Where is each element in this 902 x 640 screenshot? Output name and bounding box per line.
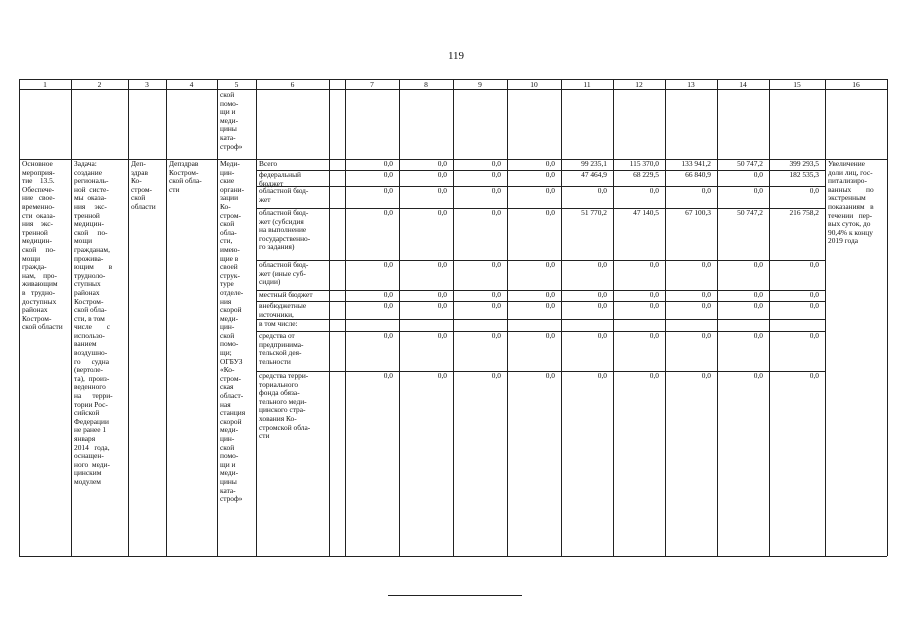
funding-value: 0,0: [701, 331, 711, 340]
funding-value: 0,0: [753, 371, 763, 380]
funding-source-label: Всего: [259, 159, 278, 168]
funding-value: 0,0: [491, 371, 501, 380]
funding-value: 0,0: [383, 170, 393, 179]
column-divider: [329, 79, 330, 556]
funding-value: 47 140,5: [633, 208, 659, 217]
funding-source-label: областной бюд- жет (субсидия на выполнение государственно- го задания): [259, 208, 311, 252]
funding-source-label: местный бюджет: [259, 290, 313, 299]
funding-source-label: федеральный бюджет: [259, 170, 301, 188]
funding-value: 0,0: [597, 186, 607, 195]
column-divider: [453, 79, 454, 556]
funding-value: 0,0: [437, 186, 447, 195]
funding-value: 0,0: [383, 290, 393, 299]
funding-value: 0,0: [753, 301, 763, 310]
coexecutor-cell: Депздрав Костром- ской обла- сти: [169, 159, 202, 194]
column-header: 10: [530, 80, 538, 89]
column-divider: [217, 79, 218, 556]
funding-value: 0,0: [383, 301, 393, 310]
funding-value: 99 235,1: [581, 159, 607, 168]
funding-value: 0,0: [491, 331, 501, 340]
funding-value: 0,0: [491, 208, 501, 217]
funding-source-label: областной бюд- жет (иные суб- сидии): [259, 260, 309, 287]
funding-value: 0,0: [437, 371, 447, 380]
funding-value: 0,0: [491, 260, 501, 269]
funding-value: 0,0: [491, 301, 501, 310]
column-header: 4: [189, 80, 194, 89]
funding-value: 0,0: [701, 186, 711, 195]
funding-value: 0,0: [649, 371, 659, 380]
funding-value: 182 535,3: [789, 170, 819, 179]
column-header: 7: [370, 80, 374, 89]
column-header: 16: [852, 80, 860, 89]
funding-value: 0,0: [383, 159, 393, 168]
column-divider: [507, 79, 508, 556]
column-header: 13: [687, 80, 695, 89]
funding-value: 67 100,3: [685, 208, 711, 217]
column-divider: [166, 79, 167, 556]
funding-value: 0,0: [649, 331, 659, 340]
funding-value: 0,0: [809, 290, 819, 299]
column-divider: [887, 79, 888, 556]
column-divider: [717, 79, 718, 556]
funding-source-label: в том числе:: [259, 319, 298, 328]
funding-value: 0,0: [437, 170, 447, 179]
column-divider: [399, 79, 400, 556]
col5-continuation-text: ской помо- щи и меди- цины ката- строф»: [220, 90, 243, 151]
measure-name-cell: Основное мероприя- тие 13.5. Обеспече- ние свое- временно- сти оказа- ния экс- тренной медицин- ской по- мощи гражда- нам, про- живающим в трудно- доступных районах Костром- ской области: [22, 159, 63, 332]
task-cell: Задача: создание региональ- ной систе- мы оказа- ния экс- тренной медицин- ской по- мощи гражданам, прожива- ющим в трудноло- ступных районах Костром- ской обла- сти, в том числе с использо- ванием воздушно- го судна (вертоле- та), произ- веденного на терри- тории Рос- сийской Федерации не ранее 1 января 2014 года, оснащен- ного меди- цинским модулем: [74, 159, 113, 486]
funding-value: 0,0: [383, 208, 393, 217]
funding-value: 0,0: [597, 331, 607, 340]
column-header: 5: [234, 80, 239, 89]
funding-value: 0,0: [701, 290, 711, 299]
funding-value: 0,0: [437, 208, 447, 217]
funding-value: 399 293,5: [789, 159, 819, 168]
funding-value: 47 464,9: [581, 170, 607, 179]
funding-value: 0,0: [437, 159, 447, 168]
funding-value: 0,0: [545, 186, 555, 195]
column-divider: [256, 79, 257, 556]
funding-source-label: средства от предпринима- тельской дея- тельности: [259, 331, 304, 366]
funding-value: 0,0: [383, 260, 393, 269]
funding-value: 0,0: [701, 301, 711, 310]
funding-value: 50 747,2: [737, 159, 763, 168]
column-divider: [825, 79, 826, 556]
funding-value: 0,0: [649, 260, 659, 269]
funding-value: 0,0: [753, 331, 763, 340]
funding-value: 0,0: [491, 159, 501, 168]
funding-value: 0,0: [383, 186, 393, 195]
funding-value: 0,0: [809, 301, 819, 310]
funding-value: 0,0: [491, 186, 501, 195]
funding-value: 0,0: [383, 371, 393, 380]
funding-value: 0,0: [437, 331, 447, 340]
funding-value: 0,0: [753, 260, 763, 269]
footer-rule: [388, 595, 522, 596]
funding-value: 115 370,0: [629, 159, 659, 168]
column-header: 14: [739, 80, 747, 89]
column-divider: [561, 79, 562, 556]
funding-value: 68 229,5: [633, 170, 659, 179]
column-divider: [128, 79, 129, 556]
funding-value: 0,0: [597, 301, 607, 310]
funding-value: 0,0: [649, 290, 659, 299]
funding-value: 0,0: [491, 290, 501, 299]
funding-value: 0,0: [809, 331, 819, 340]
column-header: 3: [145, 80, 149, 89]
funding-value: 0,0: [597, 290, 607, 299]
funding-value: 0,0: [701, 260, 711, 269]
column-divider: [71, 79, 72, 556]
expected-result-cell: Увеличение доли лиц, гос- питализиро- ванных по экстренным показаниям в течении пер- вых суток, до 90,4% к концу 2019 года: [828, 159, 874, 246]
row-divider: [256, 319, 825, 320]
column-divider: [345, 79, 346, 556]
funding-value: 66 840,9: [685, 170, 711, 179]
column-divider: [665, 79, 666, 556]
funding-value: 50 747,2: [737, 208, 763, 217]
page-number: 119: [447, 50, 465, 62]
funding-value: 0,0: [545, 290, 555, 299]
funding-value: 0,0: [753, 290, 763, 299]
funding-value: 0,0: [437, 301, 447, 310]
participants-cell: Меди- цин- ские органи- зации Ко- стром- ской обла- сти, имею- щие в своей струк- туре отделе- ния скорой меди- цин- ской помо- щи; ОГБУЗ «Ко- стром- ская област- ная станция скорой меди- цин- ской помо- щи и меди- цины ката- строф»: [220, 159, 246, 504]
funding-value: 133 941,2: [681, 159, 711, 168]
funding-value: 0,0: [701, 371, 711, 380]
funding-value: 0,0: [383, 331, 393, 340]
funding-source-label: областной бюд- жет: [259, 186, 309, 204]
column-divider: [613, 79, 614, 556]
column-header: 8: [424, 80, 428, 89]
funding-value: 0,0: [491, 170, 501, 179]
funding-value: 0,0: [437, 290, 447, 299]
column-header: 6: [290, 80, 295, 89]
column-divider: [769, 79, 770, 556]
funding-value: 0,0: [809, 260, 819, 269]
funding-value: 0,0: [545, 371, 555, 380]
column-header: 12: [635, 80, 643, 89]
funding-value: 0,0: [809, 371, 819, 380]
funding-value: 0,0: [545, 170, 555, 179]
table-bottom-border: [19, 556, 887, 557]
funding-value: 0,0: [437, 260, 447, 269]
column-divider: [19, 79, 20, 556]
funding-value: 0,0: [597, 371, 607, 380]
funding-value: 0,0: [545, 159, 555, 168]
column-header: 11: [583, 80, 591, 89]
funding-source-label: внебюджетные источники,: [259, 301, 307, 319]
column-header: 2: [97, 80, 102, 89]
column-header: 15: [793, 80, 801, 89]
funding-value: 0,0: [809, 186, 819, 195]
column-header: 9: [478, 80, 482, 89]
funding-value: 0,0: [649, 301, 659, 310]
responsible-cell: Деп- здрав Ко- стром- ской области: [131, 159, 156, 211]
funding-value: 0,0: [753, 186, 763, 195]
column-header: 1: [43, 80, 47, 89]
funding-value: 0,0: [545, 301, 555, 310]
funding-value: 51 770,2: [581, 208, 607, 217]
funding-value: 0,0: [545, 260, 555, 269]
funding-value: 0,0: [753, 170, 763, 179]
funding-value: 0,0: [597, 260, 607, 269]
funding-value: 0,0: [649, 186, 659, 195]
funding-source-label: средства терри- ториального фонда обяза- тельного меди- цинского стра- хования Ко- стромской обла- сти: [259, 371, 311, 441]
funding-value: 0,0: [545, 331, 555, 340]
funding-value: 216 758,2: [789, 208, 819, 217]
funding-value: 0,0: [545, 208, 555, 217]
